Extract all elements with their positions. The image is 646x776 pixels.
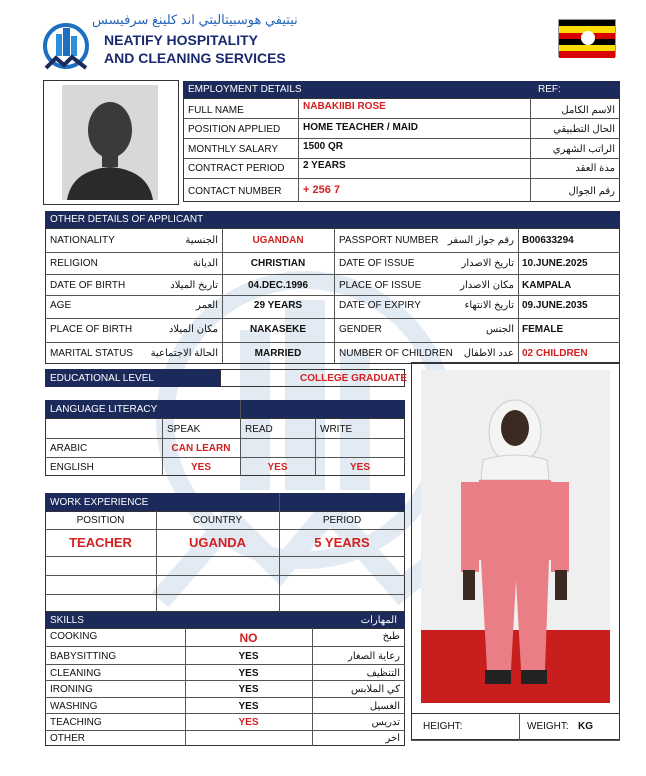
skill-babysitting-arabic: رعاية الصغار <box>348 651 400 662</box>
age-value: 29 YEARS <box>253 300 303 311</box>
ref-label: REF: <box>538 84 561 95</box>
place-of-issue-arabic: مكان الاصدار <box>460 280 514 291</box>
position-applied-value: HOME TEACHER / MAID <box>303 122 418 133</box>
date-of-birth-label: DATE OF BIRTH <box>50 280 126 291</box>
skill-teaching-arabic: تدريس <box>371 717 400 728</box>
age-arabic: العمر <box>196 300 218 311</box>
skill-washing-arabic: الغسيل <box>369 701 400 712</box>
position-column-header: POSITION <box>76 515 125 526</box>
skills-title: SKILLS <box>50 614 84 626</box>
nationality-label: NATIONALITY <box>50 235 115 246</box>
date-of-birth-value: 04.DEC.1996 <box>247 280 309 291</box>
monthly-salary-value: 1500 QR <box>303 141 344 152</box>
english-speak-value: YES <box>190 462 211 473</box>
number-of-children-label: NUMBER OF CHILDREN <box>339 348 453 359</box>
contact-number-label: CONTACT NUMBER <box>188 186 282 197</box>
date-of-expiry-arabic: تاريخ الانتهاء <box>464 300 514 311</box>
skill-ironing-value: YES <box>238 684 259 695</box>
country-column-header: COUNTRY <box>192 515 243 526</box>
other-details-header <box>45 211 620 228</box>
other-details-table <box>45 228 620 364</box>
company-name-line1: NEATIFY HOSPITALITY <box>104 32 259 48</box>
work-position-value: TEACHER <box>69 535 132 550</box>
marital-status-label: MARITAL STATUS <box>50 348 133 359</box>
employment-details-title: EMPLOYMENT DETAILS <box>188 84 302 95</box>
religion-arabic: الديانة <box>192 258 218 269</box>
skill-ironing-label: IRONING <box>50 684 93 695</box>
work-country-value: UGANDA <box>188 535 247 550</box>
place-of-birth-value: NAKASEKE <box>249 324 307 335</box>
date-of-issue-label: DATE OF ISSUE <box>339 258 415 269</box>
nationality-arabic: الجنسية <box>185 235 218 246</box>
skill-teaching-label: TEACHING <box>50 717 102 728</box>
date-of-expiry-value: 09.JUNE.2035 <box>522 300 588 311</box>
company-name-arabic: نيتيفي هوسبيتاليتي اند كلينغ سرفيسس <box>92 12 298 27</box>
full-name-label: FULL NAME <box>188 105 244 116</box>
number-of-children-arabic: عدد الاطفال <box>463 348 514 359</box>
skills-title-arabic: المهارات <box>360 614 397 626</box>
skill-cooking-value: NO <box>239 631 258 645</box>
educational-level-text: EDUCATIONAL LEVEL <box>50 372 154 384</box>
employment-details-header <box>183 81 620 98</box>
marital-status-arabic: الحالة الاجتماعية <box>150 348 218 359</box>
arabic-language-label: ARABIC <box>50 443 88 454</box>
company-logo-icon <box>42 22 90 72</box>
arabic-speak-value: CAN LEARN <box>171 443 231 454</box>
skill-cleaning-arabic: التنظيف <box>366 668 400 679</box>
skill-teaching-value: YES <box>238 717 259 728</box>
date-of-issue-value: 10.JUNE.2025 <box>522 258 588 269</box>
gender-label: GENDER <box>339 324 382 335</box>
full-name-arabic: الاسم الكامل <box>561 105 615 116</box>
weight-label: WEIGHT: <box>527 721 569 732</box>
speak-column-header: SPEAK <box>167 424 201 435</box>
skill-ironing-arabic: كي الملابس <box>351 684 400 695</box>
weight-unit: KG <box>578 721 593 732</box>
position-applied-label: POSITION APPLIED <box>188 124 281 135</box>
skill-babysitting-label: BABYSITTING <box>50 651 117 662</box>
applicant-portrait-frame <box>43 80 179 205</box>
place-of-birth-label: PLACE OF BIRTH <box>50 324 133 335</box>
nationality-value: UGANDAN <box>252 235 304 246</box>
applicant-portrait-photo <box>62 85 158 200</box>
skill-babysitting-value: YES <box>238 651 259 662</box>
measure-box <box>411 713 620 740</box>
english-write-value: YES <box>349 462 370 473</box>
age-label: AGE <box>50 300 72 311</box>
company-name-line2: AND CLEANING SERVICES <box>104 50 286 66</box>
skill-cleaning-value: YES <box>238 668 259 679</box>
skill-other-label: OTHER <box>50 733 85 744</box>
date-of-birth-arabic: تاريخ الميلاد <box>170 280 218 291</box>
religion-label: RELIGION <box>50 258 98 269</box>
work-period-value: 5 YEARS <box>314 535 370 550</box>
marital-status-value: MARRIED <box>254 348 302 359</box>
number-of-children-value: 02 CHILDREN <box>522 348 588 359</box>
uganda-flag-icon <box>558 19 616 57</box>
work-experience-title: WORK EXPERIENCE <box>50 496 149 508</box>
full-name-value: NABAKIIBI ROSE <box>303 101 386 112</box>
read-column-header: READ <box>245 424 273 435</box>
passport-number-label: PASSPORT NUMBER <box>339 235 439 246</box>
contract-period-value: 2 YEARS <box>303 160 346 171</box>
contract-period-label: CONTRACT PERIOD <box>188 163 285 174</box>
work-experience-table <box>45 511 405 612</box>
write-column-header: WRITE <box>320 424 353 435</box>
monthly-salary-arabic: الراتب الشهري <box>552 144 615 155</box>
skill-washing-value: YES <box>238 701 259 712</box>
place-of-issue-value: KAMPALA <box>522 280 572 291</box>
passport-number-arabic: رقم جواز السفر <box>447 235 514 246</box>
skill-cooking-arabic: طبخ <box>382 631 400 642</box>
contact-number-value: + 256 7 <box>303 184 341 196</box>
english-language-label: ENGLISH <box>50 462 94 473</box>
educational-level-value: COLLEGE GRADUATE <box>300 373 408 384</box>
work-experience-header <box>45 493 405 511</box>
gender-arabic: الجنس <box>485 324 514 335</box>
place-of-issue-label: PLACE OF ISSUE <box>339 280 422 291</box>
monthly-salary-label: MONTHLY SALARY <box>188 144 279 155</box>
height-label: HEIGHT: <box>423 721 463 732</box>
skill-washing-label: WASHING <box>50 701 98 712</box>
skills-header <box>45 612 405 628</box>
skill-other-arabic: اخر <box>385 733 400 744</box>
contact-number-arabic: رقم الجوال <box>568 186 615 197</box>
passport-number-value: B00633294 <box>522 235 574 246</box>
position-applied-arabic: الحال التطبيقي <box>553 124 615 135</box>
english-read-value: YES <box>267 462 288 473</box>
other-details-title: OTHER DETAILS OF APPLICANT <box>50 214 204 225</box>
period-column-header: PERIOD <box>322 515 362 526</box>
language-literacy-title: LANGUAGE LITERACY <box>50 403 158 415</box>
skill-cleaning-label: CLEANING <box>50 668 102 679</box>
place-of-birth-arabic: مكان الميلاد <box>168 324 218 335</box>
educational-level-label <box>45 369 220 387</box>
skill-cooking-label: COOKING <box>50 631 98 642</box>
gender-value: FEMALE <box>522 324 564 335</box>
date-of-expiry-label: DATE OF EXPIRY <box>339 300 421 311</box>
date-of-issue-arabic: تاريخ الاصدار <box>461 258 514 269</box>
language-literacy-header <box>45 400 405 418</box>
religion-value: CHRISTIAN <box>250 258 306 269</box>
contract-period-arabic: مدة العقد <box>575 163 615 174</box>
full-body-photo <box>421 370 610 703</box>
